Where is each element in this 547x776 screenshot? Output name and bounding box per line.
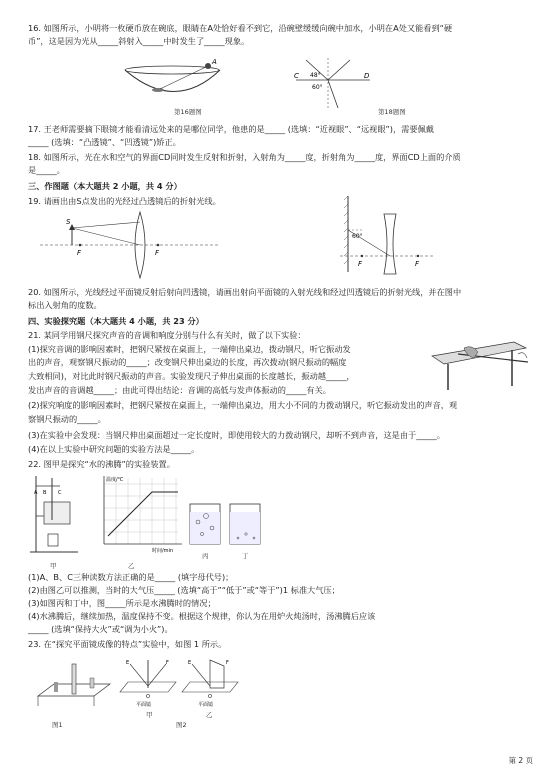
convex-lens-figure	[40, 210, 220, 280]
svg-text:O: O	[208, 694, 212, 700]
svg-text:E: E	[126, 660, 130, 666]
point-a-label: A	[212, 58, 217, 66]
plane-mirror-setup-figure	[34, 656, 114, 716]
fig16-caption: 第16题图	[174, 108, 202, 116]
q21-line-6: (2)探究响度的影响因素时，把钢尺紧按在桌面上，一端伸出桌边，用大小不同的力拨动钢尺，听它振动发出的声音，观	[28, 400, 458, 410]
section-4-heading: 四、实验探究题（本大题共 4 小题，共 23 分）	[28, 316, 204, 326]
refraction-figure	[288, 56, 378, 110]
q22-line-4: (3)如图丙和丁中，图_____所示是水沸腾时的情况；	[28, 598, 216, 608]
svg-text:E: E	[188, 660, 192, 666]
fig18-caption: 第18题图	[378, 108, 406, 116]
svg-text:F: F	[358, 260, 363, 268]
svg-text:F: F	[226, 660, 229, 666]
mirror-fig-jia	[118, 656, 178, 708]
q21-line-4: 大致相同)，对比此时钢尺振动的声音。实验发现尺子伸出桌面的长度越长，振动越_____，	[28, 371, 355, 381]
q21-line-9: (4)在以上实验中研究问题的实验方法是_____。	[28, 444, 200, 454]
q16-line-2: 币”，这是因为光从_____斜射入_____中时发生了_____现象。	[28, 36, 250, 46]
svg-text:平面镜: 平面镜	[198, 702, 214, 708]
temperature-time-graph	[94, 474, 184, 556]
svg-text:B: B	[43, 490, 47, 496]
q17-line-1: 17. 王老师需要摘下眼镜才能看清远处来的是哪位同学，他患的是_____ (选填：“近视眼”、“远视眼”)，需要佩戴	[28, 124, 434, 134]
q17-line-2: _____ (选填：“凸透镜”、“凹透镜”)矫正。	[28, 137, 181, 147]
q20-line-1: 20. 如图所示，光线经过平面镜反射后射向凹透镜，请画出射向平面镜的入射光线和经过凹透镜后的折射光线，并在图中	[28, 287, 462, 297]
svg-text:A: A	[34, 490, 38, 496]
section-3-heading: 三、作图题（本大题共 2 小题，共 4 分）	[28, 181, 182, 191]
boiling-apparatus-figure	[30, 472, 90, 560]
fig23-1-caption: 图1	[52, 721, 63, 729]
q21-line-7: 察钢尺振动的_____。	[28, 414, 106, 424]
q19-text: 19. 请画出由S点发出的光经过凸透镜后的折射光线。	[28, 196, 221, 206]
fig23-2-caption: 图2	[176, 721, 187, 729]
svg-text:温度/℃: 温度/℃	[106, 477, 124, 483]
q18-line-1: 18. 如图所示，光在水和空气的界面CD同时发生反射和折射，入射角为_____度，折射角为_____度，界面CD上面的介质	[28, 152, 461, 162]
svg-text:S: S	[66, 218, 71, 226]
ruler-table-figure	[428, 334, 528, 392]
svg-text:C: C	[294, 72, 299, 80]
q21-line-3: 出的声音，观察钢尺振动的_____；改变钢尺伸出桌边的长度，再次拨动(钢尺振动的幅度	[28, 357, 347, 367]
q22-line-3: (2)由图乙可以推测，当时的大气压_____ (选填“高于”“低于”或“等于”)1 标准大气压；	[28, 585, 340, 595]
q21-line-1: 21. 某同学用钢尺探究声音的音调和响度分别与什么有关时，做了以下实验：	[28, 330, 306, 340]
svg-text:48°: 48°	[310, 72, 321, 79]
q22-line-2: (1)A、B、C三种读数方法正确的是_____ (填字母代号)；	[28, 572, 234, 582]
svg-text:D: D	[364, 72, 370, 80]
beakers-figure	[186, 498, 266, 550]
q22-line-6: _____ (选填“保持大火”或“调为小火”)。	[28, 624, 173, 634]
svg-text:F: F	[415, 260, 420, 268]
q23-line-1: 23. 在“探究平面镜成像的特点”实验中，如图 1 所示。	[28, 639, 227, 649]
svg-text:60°: 60°	[312, 84, 323, 91]
svg-text:O: O	[146, 694, 150, 700]
svg-text:C: C	[58, 490, 62, 496]
q21-line-5: 发出声音的音调越_____；由此可得出结论：音调的高低与发声体振动的_____有关。	[28, 385, 331, 395]
q18-line-2: 是_____。	[28, 165, 65, 175]
mirror-fig-yi	[180, 656, 240, 708]
svg-text:时间/min: 时间/min	[152, 548, 174, 554]
svg-text:F: F	[155, 249, 160, 257]
q21-line-2: (1)探究音调的影响因素时，把钢尺紧按在桌面上，一端伸出桌边，拨动钢尺，听它振动发	[28, 344, 351, 354]
q22-line-5: (4)水沸腾后，继续加热，温度保持不变。根据这个规律，你认为在用炉火炖汤时，汤沸腾后应该	[28, 611, 376, 621]
page-number: 第 2 页	[508, 756, 533, 765]
bowl-coin-figure	[120, 58, 230, 108]
svg-text:F: F	[77, 249, 82, 257]
svg-text:F: F	[166, 660, 169, 666]
svg-text:平面镜: 平面镜	[136, 702, 152, 708]
q21-line-8: (3)在实验中会发现：当钢尺伸出桌面超过一定长度时，即使用较大的力拨动钢尺，却听不到声音，这是由于_____。	[28, 430, 445, 440]
q20-line-2: 标出入射角的度数。	[28, 300, 102, 310]
svg-text:60°: 60°	[352, 233, 363, 240]
q22-line-1: 22. 图甲是探究“水的沸腾”的实验装置。	[28, 459, 175, 469]
q16-line-1: 16. 如图所示，小明将一枚硬币放在碗底，眼睛在A处恰好看不到它，沿碗壁缓缓向碗中加水，小明在A处又能看到“硬	[28, 23, 453, 33]
mirror-concave-lens-figure	[330, 194, 440, 284]
